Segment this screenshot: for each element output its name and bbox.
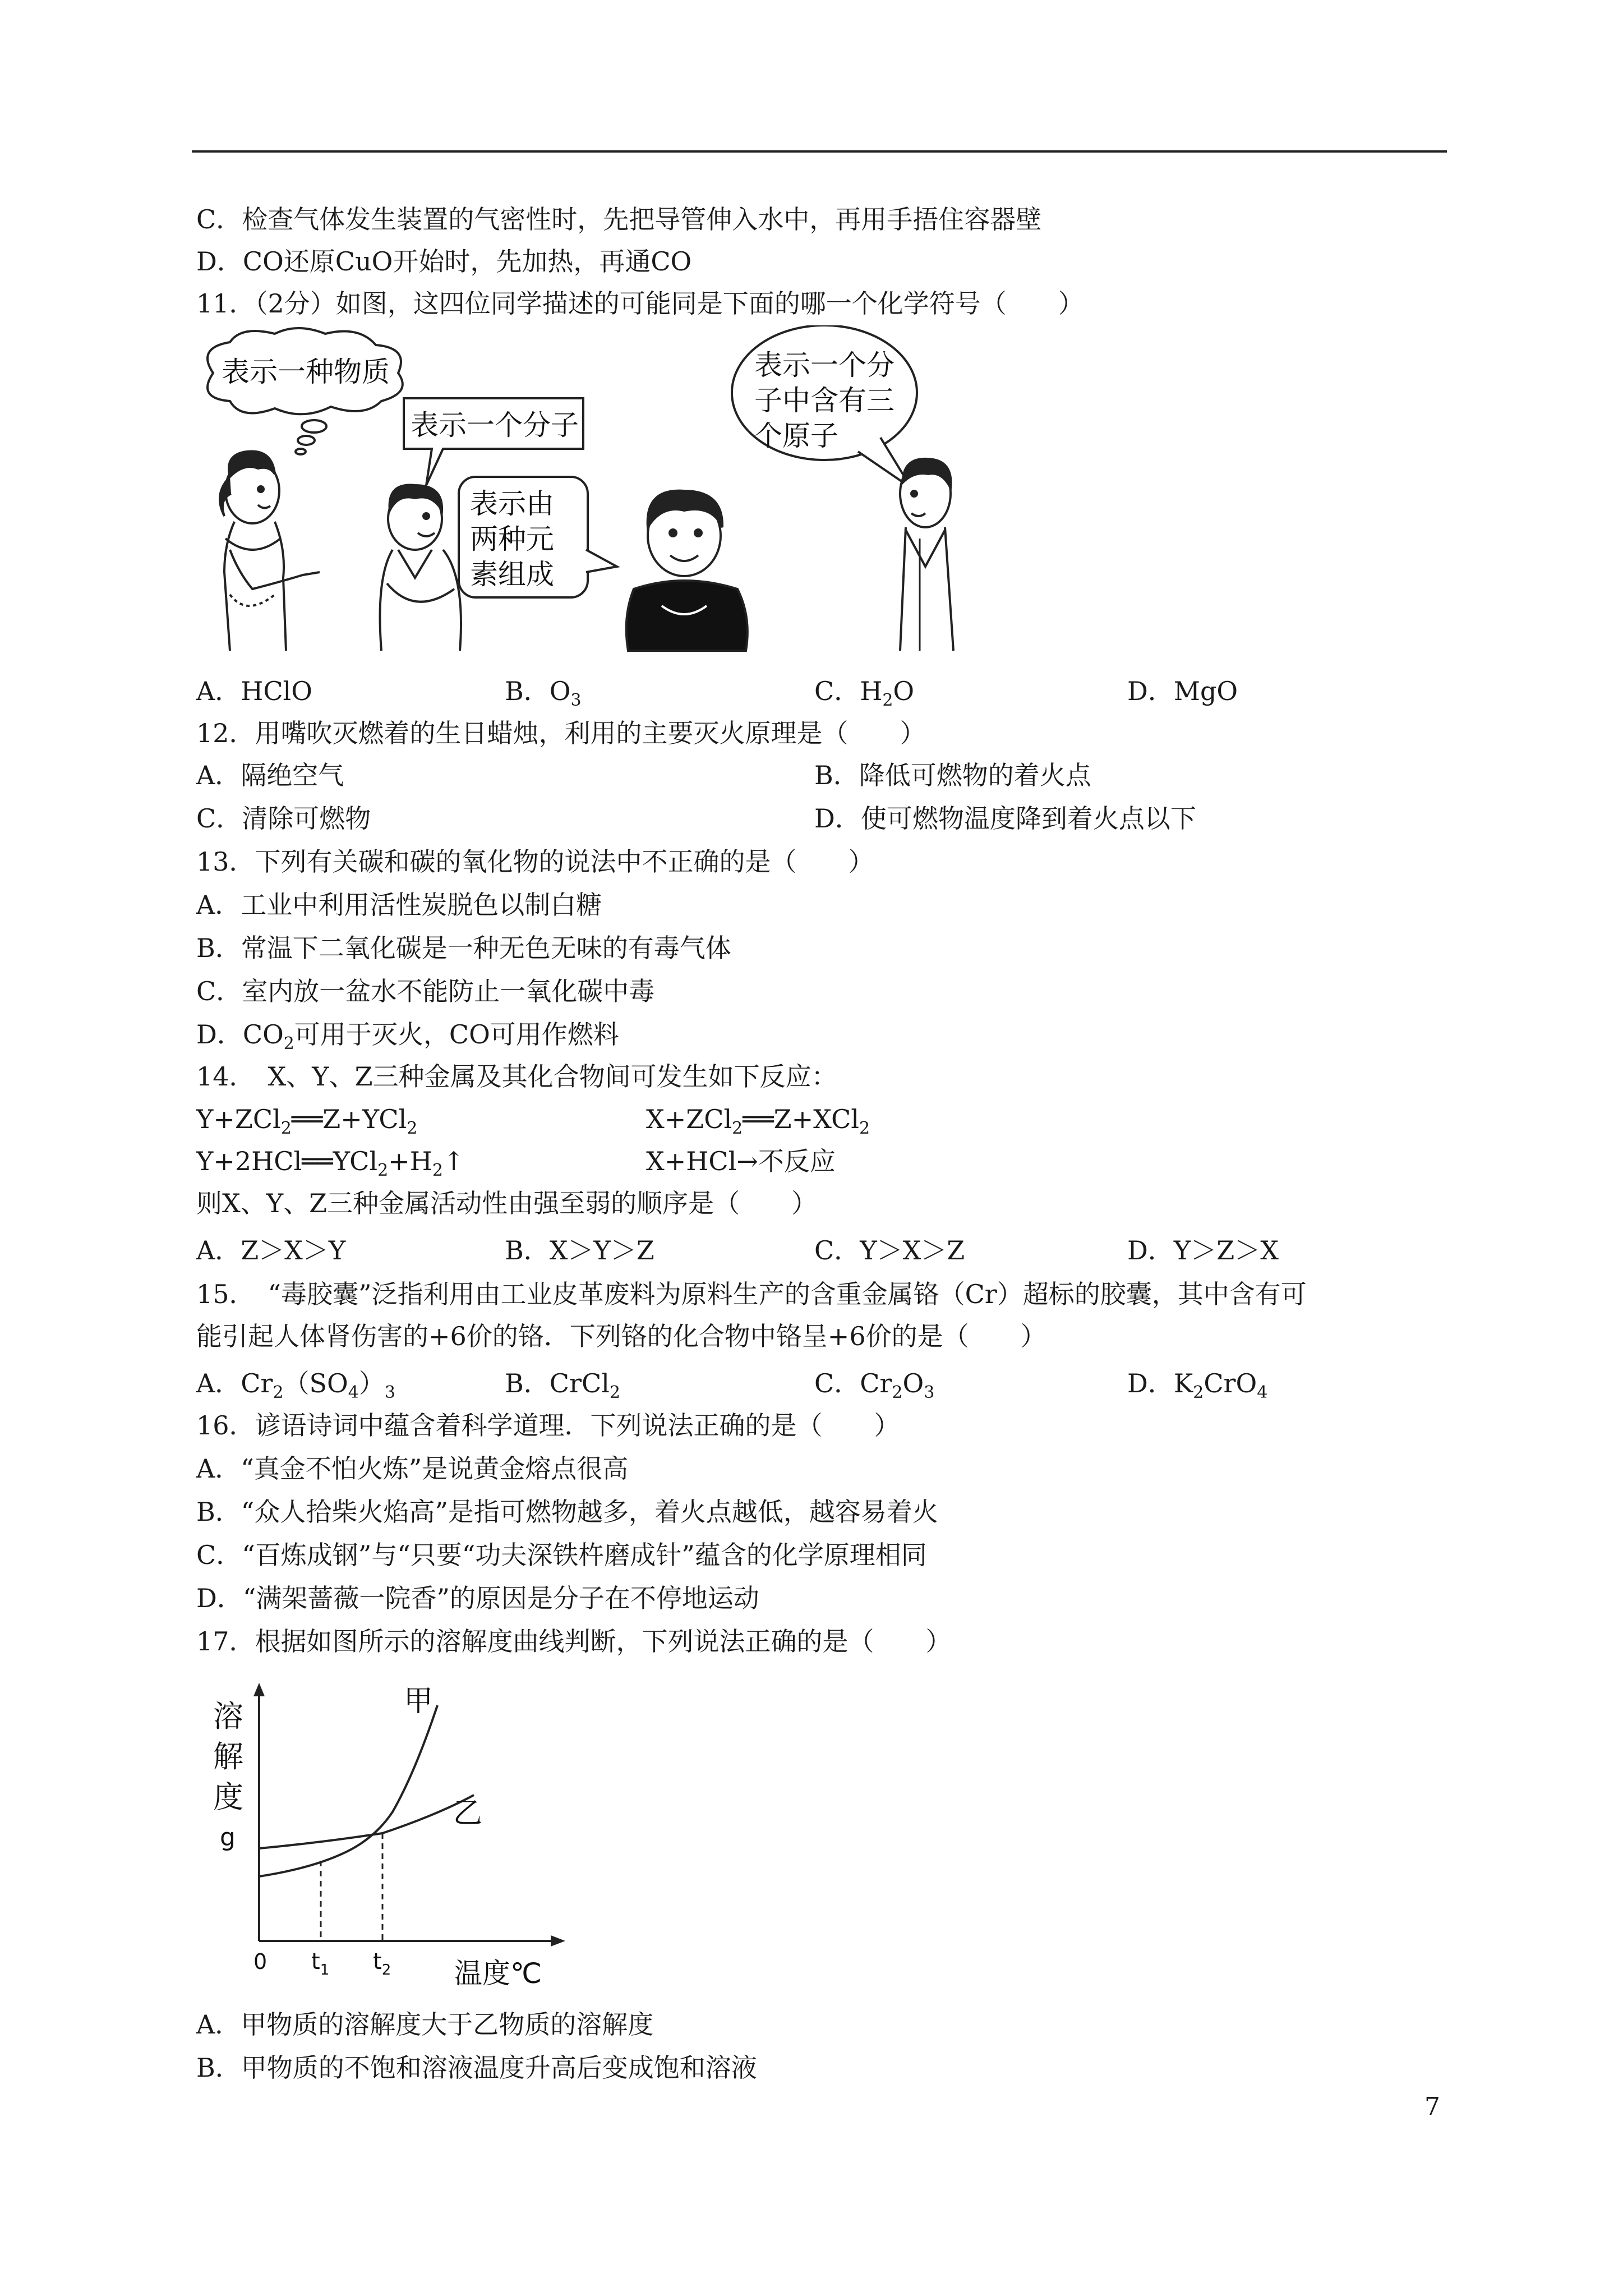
x-axis-label: 温度℃ (454, 1957, 542, 1990)
q11-stem: 11．（2分）如图，这四位同学描述的可能同是下面的哪一个化学符号（ ） (196, 288, 1084, 319)
q12-option-d: D．使可燃物温度降到着火点以下 (814, 803, 1196, 834)
solubility-graph (202, 1683, 606, 1997)
q14-option-c: C．Y＞X＞Z (814, 1235, 965, 1266)
q15-option-a: A．$Cr_2(SO_4)_3$ (196, 1368, 395, 1402)
q11-cartoon (191, 325, 965, 656)
q14-reaction-2: X+ZCl$_2$══Z+XCl$_2$ (646, 1104, 870, 1138)
q14-question: 则X、Y、Z三种金属活动性由强至弱的顺序是（ ） (196, 1188, 818, 1218)
q10-option-c: C．检查气体发生装置的气密性时，先把导管伸入水中，再用手捂住容器壁 (196, 204, 1042, 234)
q13-stem: 13．下列有关碳和碳的氧化物的说法中不正确的是（ ） (196, 846, 874, 877)
boy1-figure (380, 485, 462, 651)
q16-option-d: D．“满架蔷薇一院香”的原因是分子在不停地运动 (196, 1583, 759, 1613)
y-unit: g (220, 1823, 236, 1852)
q15-option-c: C．$Cr_2O_3$ (814, 1368, 935, 1402)
curve-yi-label: 乙 (453, 1797, 483, 1830)
y-label-char-1: 溶 (213, 1699, 243, 1734)
boy2-bubble-line1: 表示由 (470, 487, 554, 520)
q14-reaction-1: Y+ZCl$_2$══Z+YCl$_2$ (196, 1104, 418, 1138)
q14-reaction-4: X+HCl→不反应 (646, 1146, 836, 1176)
x-axis-arrow (551, 1935, 565, 1947)
q12-option-c: C．清除可燃物 (196, 803, 371, 834)
q17-option-b: B．甲物质的不饱和溶液温度升高后变成饱和溶液 (196, 2053, 757, 2083)
q16-option-b: B．“众人拾柴火焰高”是指可燃物越多，着火点越低，越容易着火 (196, 1497, 938, 1527)
girl-figure (220, 452, 320, 651)
q15-stem-line2: 能引起人体肾伤害的+6价的铬．下列铬的化合物中铬呈+6价的是（ ） (196, 1321, 1046, 1351)
q14-stem: 14． X、Y、Z三种金属及其化合物间可发生如下反应： (196, 1061, 837, 1092)
boy2-bubble-line3: 素组成 (470, 558, 554, 591)
q13-option-b: B．常温下二氧化碳是一种无色无味的有毒气体 (196, 933, 731, 963)
q14-option-b: B．X＞Y＞Z (505, 1235, 654, 1266)
curve-jia (259, 1705, 437, 1876)
q13-option-a: A．工业中利用活性炭脱色以制白糖 (196, 890, 602, 920)
girl-thought-bubble (208, 328, 403, 454)
q12-option-b: B．降低可燃物的着火点 (814, 760, 1091, 790)
q17-option-a: A．甲物质的溶解度大于乙物质的溶解度 (196, 2009, 654, 2040)
boy2-figure (626, 491, 748, 651)
man-bubble-line3: 个原子 (754, 420, 838, 452)
q14-reaction-3: $Y+2HCl══YCl_2+H_2↑$ (196, 1146, 465, 1180)
q13-option-c: C．室内放一盆水不能防止一氧化碳中毒 (196, 976, 655, 1006)
q11-option-d: D．MgO (1127, 676, 1238, 706)
q15-option-d: D．$K_2CrO_4$ (1127, 1368, 1268, 1402)
q10-option-d: D．CO还原CuO开始时，先加热，再通CO (196, 246, 692, 277)
girl-bubble-text: 表示一种物质 (222, 356, 390, 388)
q13-option-d: D．$CO_2$可用于灭火，CO可用作燃料 (196, 1019, 619, 1053)
curve-jia-label: 甲 (404, 1685, 434, 1718)
y-label-char-3: 度 (213, 1779, 243, 1815)
q16-option-c: C．“百炼成钢”与“只要“功夫深铁杵磨成针”蕴含的化学原理相同 (196, 1540, 927, 1570)
origin-label: 0 (253, 1949, 268, 1974)
q11-option-b: B．$O_3$ (505, 676, 582, 710)
t2-label: $t_2$ (373, 1949, 391, 1978)
q16-option-a: A．“真金不怕火炼”是说黄金熔点很高 (196, 1453, 629, 1484)
q12-option-a: A．隔绝空气 (196, 760, 344, 790)
y-axis-arrow (253, 1683, 265, 1696)
q14-option-d: D．Y＞Z＞X (1127, 1235, 1279, 1266)
q15-stem-line1: 15． “毒胶囊”泛指利用由工业皮革废料为原料生产的含重金属铬（Cr）超标的胶囊，其中含有可 (196, 1279, 1307, 1309)
boy1-bubble-text: 表示一个分子 (411, 409, 579, 441)
t1-label: $t_1$ (311, 1949, 330, 1978)
man-bubble-line1: 表示一个分 (754, 349, 895, 381)
q16-stem: 16．谚语诗词中蕴含着科学道理．下列说法正确的是（ ） (196, 1410, 900, 1441)
boy2-bubble-line2: 两种元 (470, 523, 554, 555)
q15-option-b: B．CrCl$_2$ (505, 1368, 620, 1402)
q14-option-a: A．Z＞X＞Y (196, 1235, 346, 1266)
y-label-char-2: 解 (213, 1739, 243, 1774)
q11-option-c: C．$H_2O$ (814, 676, 915, 710)
header-rule (192, 150, 1447, 153)
man-bubble-line2: 子中含有三 (754, 384, 895, 417)
page-number: 7 (1424, 2092, 1440, 2121)
q11-option-a: A．HClO (196, 676, 312, 706)
man-figure (900, 459, 953, 651)
q12-stem: 12．用嘴吹灭燃着的生日蜡烛，利用的主要灭火原理是（ ） (196, 718, 926, 748)
q17-stem: 17．根据如图所示的溶解度曲线判断，下列说法正确的是（ ） (196, 1626, 952, 1657)
